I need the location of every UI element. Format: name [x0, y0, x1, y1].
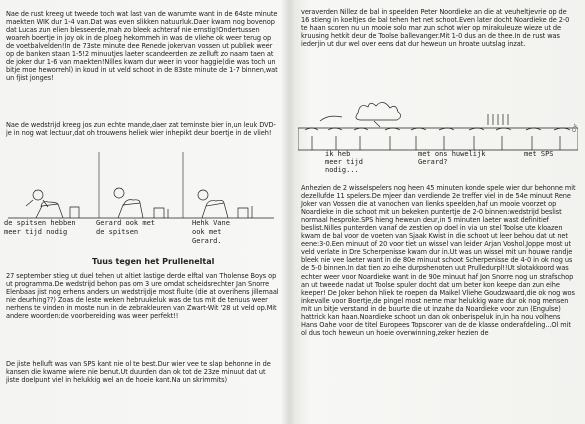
left-page [0, 0, 290, 424]
caption-spitsen: de spitsen hebben meer tijd nodig [4, 219, 76, 236]
cartoon-captions-left [4, 219, 280, 249]
caption-gerard: Gerard ook met de spitsen [96, 219, 156, 236]
section-title: Tuus tegen het Prulleneltal [92, 257, 215, 266]
caption-hehk-vane: Hehk Vane ook met Gerard. [192, 219, 230, 245]
right-page [292, 0, 585, 424]
paragraph-first-goals: veraverden Nillez de bal in speelden Peter Noordieke an die at veuheltjevrie op de 16 stieng in koeltjes de bal tehen het net schoot.Even later docht Noardieke de 2-0 te haan scoren nu un mooie solo mar zun schot wier op mirakuleuze wieze ut de kruusing hetkit deur de Toolse ballevanger.Mit 1-0 dus an de thee.In de rust was iederjin ut dur wel over eens dat dur heweun un hroate uutslag inzat. [301, 8, 570, 49]
caption-ik-heb: ik heb meer tijd nodig... [325, 150, 363, 174]
paragraph-match-second-half: Nae de rust kreeg ut tweede toch wat last van de warumte want in de 64ste minute maekten WIK dur 1-4 van.Dat was even slikken natuurluk.Daer kwam nog bovenop dat Lucas zun elien blesseerde,mah zo bleek achteraf nie ernstig!Ondertussen woareh boertje in joy ok in de ploeg hekommeh in was de vliehe ok weer terug op de voetbalvelden!In de 73ste minute dee Renede jokervan vossen ut publiek weer op de banken staan 1-5!2 minuutjes laeter scandeerden ze zelluft zo naam taen at de joker dur 1-6 van maekten!Nilles kwam dur weer in voor haggie(die was toch un bitje moe heworrehl) in koud in ut veld schoot in de 83ste minute de 1-7 binnen,wat un fjist jonges! [6, 10, 278, 83]
paragraph-september-duel: 27 september stieg ut duel tehen ut altiet lastige derde elftal van Tholense Boys op ut programma.De wedstrijd behon pas om 3 ure omdat scheidsrechter Jan Snorre Elenbaas jist nog erhens anders un wedstrijdje most fluite (die at overihens jillemaal nie deurhing??) Zoas de leste weken hebruukeluk was de tus mit de tenuus weer nerhens te vinden in moste nun in de zebrakleuren van Zwart-Wit '28 ut veld op.Mit andere woorden:de voorbereiding was weer perfekt!! [6, 272, 279, 321]
paragraph-second-half-details: Anhezien de 2 wisselspelers nog heen 45 minuten konde spele wier dur behonne mit dezellufde 11 spelers.De mjeer dan verdiende 2e treffer viel in de 54e minuut Rene Joker van Vossen die at vanochen van lienks speelden,haf un mooie voorzet op Noardieke in die schoot mit un bekeken puntertje de 2-0 binnen:wedstrijd beslist normaal hesproke.SPS hieng heweun deur,in 5 minuten laeter wast definitief beslist.Nilles punterden vanaf de zestien op doel in via un stel Toolse ute kloazen kwam de bal voor de voeten van Sjaak Kwist in die schoot ut leer behou dat ut net eene:3-0.Een minuut of 20 voor tiet un wissel van leider Arjan Voshol.Joppe most ut veld verlate in Dre Scherpenisse kwam dur in.Ut was un wissel mit un houwe randje bleek nie vee laeter want in de 80e minuut schoot Scherpenisse de 4-0 in ok nog us de 5-0 binnen.In dat tien zo eihe durpshenoten uut Prulledurpl!!Ut slotakkoord was echter weer voor Noardieke want in de 90e minuut haf Jon Snorre nog un strafschop an ut tweede nadat ut Toolse spuler docht dat um beter kon keepe dan zun eihe keeper! De Joker behon hliek te roepen da Maikel Vliehe Goudzwaard,die ok nog wos inkevalle voor Boertje,de pingel most neme mar helukkig ware dur ok nog mensen mit un bitje verstand in de buurte die ut inzahe da Noardieke voor zun (Engulse) hattrick kan haan.Noardieke schoot un dan ok onberispeluk in,in ha nou volhens Hans Oahe voor de titel Europees Topscorer van de de klasse onderafdeling...Ol mit ol dus toch heweun un hoeie overwinning,zeker hezien de [301, 184, 576, 337]
cartoon-strip-left [8, 150, 274, 228]
paragraph-after-match: Nae de wedstrijd kreeg jos zun echte mande,daer zat teminste bier in,un leuk DVD-je in nog wat lectuur,dat oh trouwens heliek wier inhepikt deur boertje in de vlieh! [6, 121, 276, 138]
paragraph-first-half: De jiste helluft was van SPS kant nie ol te best.Dur wier vee te slap behonne in de kansen die kwame wiere nie benut.Ut duurden dan ok tot de 23ze minuut dat ut jiste doelpunt viel in helukkig wel an de hoeie kant.Na un skrimmits) [6, 360, 271, 385]
caption-huwelijk: met ons huwelijk Gerard? [418, 150, 486, 166]
caption-sps: met SPS [524, 150, 554, 158]
artist-signature: Cor [571, 123, 580, 133]
